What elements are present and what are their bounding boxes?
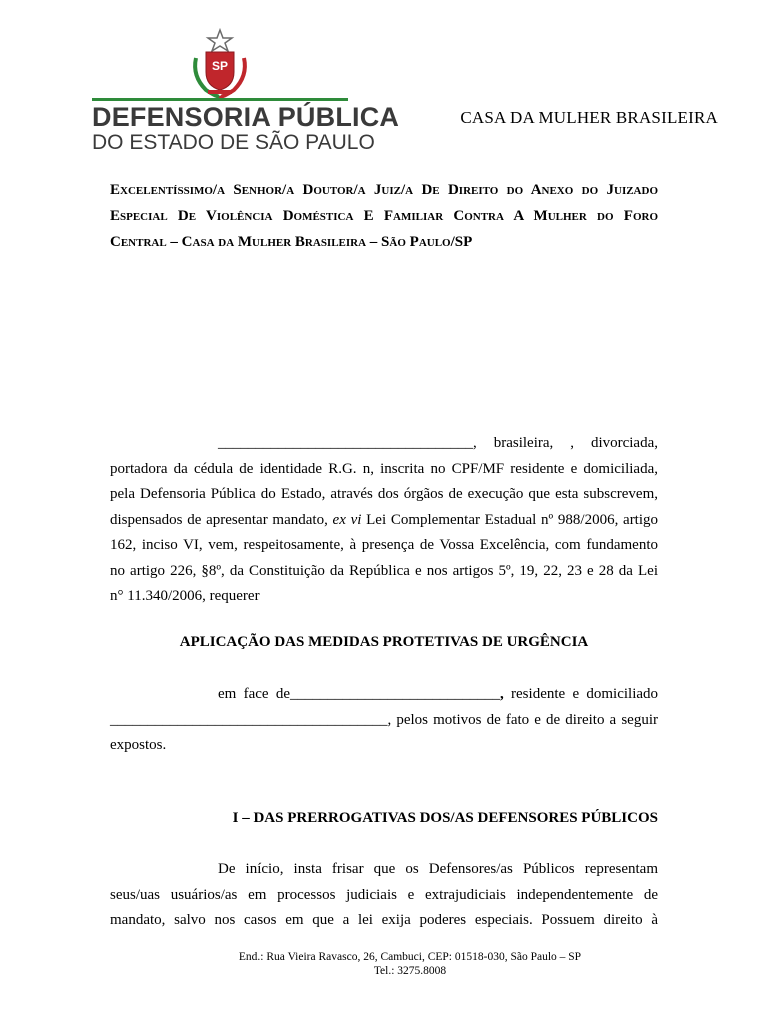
addressee-line: Especial De Violência Doméstica E Familiar Contra A Mulher do Foro [110,208,658,224]
paragraph-line [110,682,658,708]
paragraph-line: n° 11.340/2006, requerer [110,588,260,604]
text-segment: em face de____________________________ [218,686,500,702]
paragraph-line [110,508,658,534]
paragraph-line: portadora da cédula de identidade R.G. n, inscrita no CPF/MF residente e domiciliada, [110,460,658,477]
section-heading-prerrogativas: I – DAS PRERROGATIVAS DOS/AS DEFENSORES PÚBLICOS [232,810,658,826]
section-heading-medidas: APLICAÇÃO DAS MEDIDAS PROTETIVAS DE URGÊNCIA [179,634,589,650]
prerogatives-paragraph [110,857,658,934]
svg-text:SP: SP [211,59,229,73]
text-segment: dispensados de apresentar mandato, [110,511,328,528]
addressee-line: Excelentíssimo/a Senhor/a Doutor/a Juiz/a De Direito do Anexo do Juizado [110,182,658,198]
paragraph-line: no artigo 226, §8º, da Constituição da República e nos artigos 5º, 19, 22, 23 e 28 da Lei [110,562,658,579]
paragraph-line: pela Defensoria Pública do Estado, através dos órgãos de execução que esta subscrevem, [110,486,658,502]
footer-phone: Tel.: 3275.8008 [373,965,447,977]
qualification-paragraph [110,431,658,610]
paragraph-line: expostos. [110,737,167,753]
respondent-paragraph [110,682,658,759]
page-footer [0,950,768,978]
latin-term: ex vi [332,511,362,528]
paragraph-line: seus/uas usuários/as em processos judiciais e extrajudiciais independentemente de [110,886,658,903]
defensoria-logo [88,28,400,154]
footer-address: End.: Rua Vieira Ravasco, 26, Cambuci, CEP: 01518-030, São Paulo – SP [238,951,582,963]
header-casa-title: CASA DA MULHER BRASILEIRA [460,108,718,127]
text-segment-bold: , [500,686,504,702]
text-segment: residente e domiciliado [511,686,659,702]
paragraph-line: 162, inciso VI, vem, respeitosamente, à presença de Vossa Excelência, com fundamento [110,537,658,553]
logo-title: DEFENSORIA PÚBLICA [92,102,400,132]
addressee-block [110,177,658,255]
logo-divider [92,98,348,101]
paragraph-line: mandato, salvo nos casos em que a lei exija poderes especiais. Possuem direito à [110,912,658,928]
text-segment: Lei Complementar Estadual nº 988/2006, artigo [366,511,659,528]
sao-paulo-seal-icon [188,28,252,100]
addressee-line: Central – Casa da Mulher Brasileira – São Paulo/SP [110,234,473,250]
paragraph-line: De início, insta frisar que os Defensores/as Públicos representam [218,861,658,877]
paragraph-line: _____________________________________, pelos motivos de fato e de direito a seguir [110,711,658,728]
paragraph-line: __________________________________, brasileira, , divorciada, [218,435,658,451]
logo-subtitle: DO ESTADO DE SÃO PAULO [92,131,375,154]
